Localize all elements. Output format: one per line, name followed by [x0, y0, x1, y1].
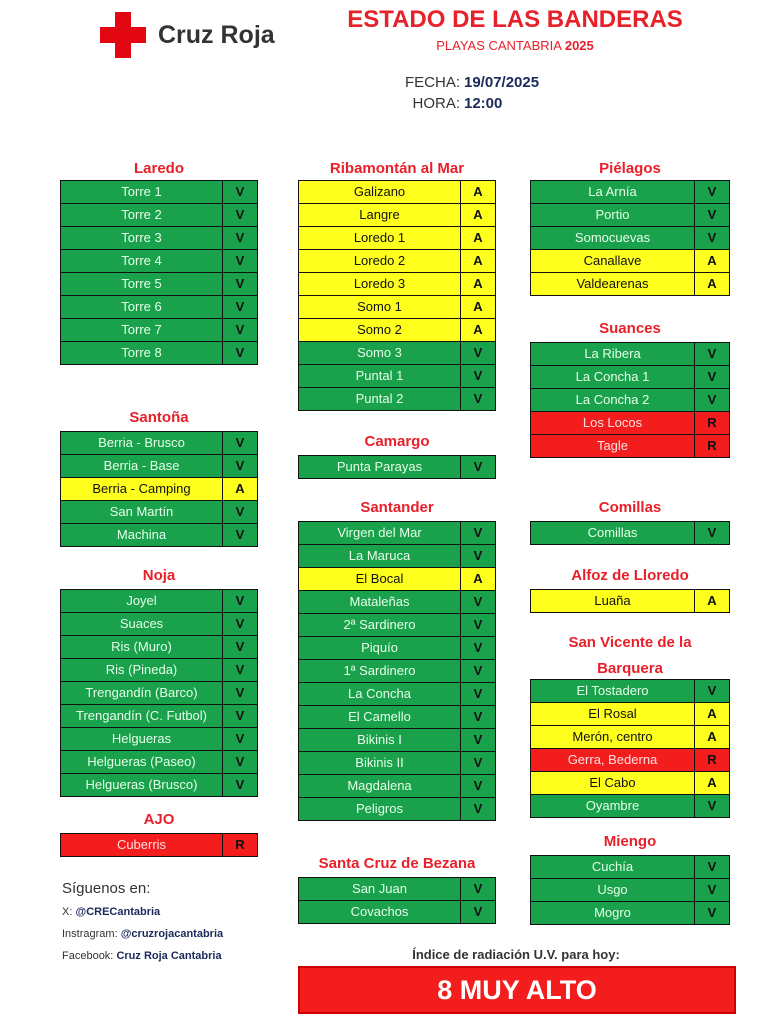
social-facebook: [62, 950, 222, 962]
section-title-alfoz-de-lloredo: Alfoz de Lloredo: [571, 567, 689, 584]
flag-status: V: [473, 904, 483, 919]
flag-status: V: [707, 905, 717, 920]
beach-name: Mogro: [531, 902, 695, 924]
beach-table-camargo: [298, 455, 496, 479]
flag-status: V: [707, 230, 717, 245]
flag-status: V: [707, 346, 717, 361]
beach-name: Puntal 1: [299, 365, 461, 387]
beach-row-trengandin-c-futbol: [60, 704, 258, 728]
beach-row-matalenas: [298, 590, 496, 614]
beach-row-el-camello: [298, 705, 496, 729]
section-title-laredo: Laredo: [133, 160, 184, 177]
beach-name: Cuberris: [61, 834, 223, 856]
beach-name: Suaces: [61, 613, 223, 635]
beach-table-comillas: [530, 521, 730, 545]
beach-row-bikinis-i: [298, 728, 496, 752]
flag-status: V: [473, 525, 483, 540]
beach-name: Torre 7: [61, 319, 223, 341]
beach-row-1-sardinero: [298, 659, 496, 683]
beach-table-laredo: [60, 180, 258, 365]
beach-name: Cuchía: [531, 856, 695, 878]
beach-name: Bikinis II: [299, 752, 461, 774]
flag-status: V: [235, 593, 245, 608]
beach-name: Berria - Brusco: [61, 432, 223, 454]
beach-row-mogro: [530, 901, 730, 925]
social-title: Síguenos en:: [62, 880, 151, 897]
flag-status: V: [235, 708, 245, 723]
beach-name: El Camello: [299, 706, 461, 728]
flag-status: V: [473, 548, 483, 563]
beach-table-alfoz-de-lloredo: [530, 589, 730, 613]
flag-status: A: [707, 729, 717, 744]
section-title-ajo: AJO: [143, 811, 175, 828]
section-title-suances: Suances: [599, 320, 661, 337]
beach-row-san-martin: [60, 500, 258, 524]
beach-table-suances: [530, 342, 730, 458]
beach-table-san-vicente-de-la-barquera: [530, 679, 730, 818]
beach-row-suaces: [60, 612, 258, 636]
beach-row-machina: [60, 523, 258, 547]
flag-status: A: [473, 253, 483, 268]
beach-row-valdearenas: [530, 272, 730, 296]
beach-name: Torre 5: [61, 273, 223, 295]
beach-name: San Martín: [61, 501, 223, 523]
flag-status: A: [473, 184, 483, 199]
beach-name: La Concha: [299, 683, 461, 705]
beach-row-torre-1: [60, 180, 258, 204]
beach-row-bikinis-ii: [298, 751, 496, 775]
beach-row-ris-pineda: [60, 658, 258, 682]
date-value: 19/07/2025: [464, 74, 540, 91]
beach-row-cuberris: [60, 833, 258, 857]
flag-status: V: [707, 683, 717, 698]
beach-name: La Concha 2: [531, 389, 695, 411]
beach-row-punta-parayas: [298, 455, 496, 479]
beach-row-la-concha-1: [530, 365, 730, 389]
beach-name: Canallave: [531, 250, 695, 272]
logo-text: Cruz Roja: [158, 20, 275, 49]
beach-row-oyambre: [530, 794, 730, 818]
flag-status: V: [235, 754, 245, 769]
flag-status: V: [473, 709, 483, 724]
beach-row-el-cabo: [530, 771, 730, 795]
flag-status: V: [473, 345, 483, 360]
flag-status: V: [235, 777, 245, 792]
beach-row-tagle: [530, 434, 730, 458]
beach-row-la-arnia: [530, 180, 730, 204]
section-title-santa-cruz-de-bezana: Santa Cruz de Bezana: [318, 855, 476, 872]
beach-name: Berria - Camping: [61, 478, 223, 500]
flag-status: V: [707, 184, 717, 199]
beach-row-helgueras-paseo: [60, 750, 258, 774]
beach-row-loredo-3: [298, 272, 496, 296]
beach-name: Ris (Pineda): [61, 659, 223, 681]
flag-status: V: [473, 755, 483, 770]
beach-name: Torre 6: [61, 296, 223, 318]
beach-row-somo-3: [298, 341, 496, 365]
beach-row-piquio: [298, 636, 496, 660]
flag-status: V: [707, 392, 717, 407]
beach-row-el-tostadero: [530, 679, 730, 703]
beach-name: Torre 8: [61, 342, 223, 364]
flag-status: V: [235, 435, 245, 450]
beach-name: Peligros: [299, 798, 461, 820]
beach-row-ris-muro: [60, 635, 258, 659]
beach-name: La Maruca: [299, 545, 461, 567]
beach-name: Valdearenas: [531, 273, 695, 295]
beach-name: Mataleñas: [299, 591, 461, 613]
social-fb-label: Facebook:: [62, 950, 114, 962]
section-title-comillas: Comillas: [598, 499, 662, 516]
beach-row-luana: [530, 589, 730, 613]
beach-name: Punta Parayas: [299, 456, 461, 478]
flag-status: V: [235, 504, 245, 519]
beach-row-el-bocal: [298, 567, 496, 591]
beach-name: Covachos: [299, 901, 461, 923]
beach-name: San Juan: [299, 878, 461, 900]
beach-name: Portio: [531, 204, 695, 226]
beach-name: Somo 2: [299, 319, 461, 341]
beach-row-helgueras-brusco: [60, 773, 258, 797]
beach-row-somocuevas: [530, 226, 730, 250]
flag-status: R: [707, 438, 717, 453]
flag-status: V: [707, 525, 717, 540]
flag-status: V: [473, 617, 483, 632]
flag-status: A: [473, 571, 483, 586]
flag-status: A: [473, 299, 483, 314]
flag-status: V: [235, 616, 245, 631]
beach-name: La Arnía: [531, 181, 695, 203]
flag-status: V: [707, 369, 717, 384]
beach-name: El Bocal: [299, 568, 461, 590]
section-title-santander: Santander: [360, 499, 434, 516]
beach-name: Comillas: [531, 522, 695, 544]
flag-status: R: [707, 415, 717, 430]
beach-row-virgen-del-mar: [298, 521, 496, 545]
time-value: 12:00: [464, 95, 503, 112]
beach-row-loredo-2: [298, 249, 496, 273]
flag-status: V: [473, 368, 483, 383]
flag-status: A: [473, 230, 483, 245]
uv-index-badge: 8 MUY ALTO: [298, 966, 736, 1014]
beach-row-torre-5: [60, 272, 258, 296]
beach-name: Joyel: [61, 590, 223, 612]
beach-name: La Concha 1: [531, 366, 695, 388]
beach-name: Bikinis I: [299, 729, 461, 751]
beach-row-la-maruca: [298, 544, 496, 568]
time-line: [340, 95, 580, 112]
beach-row-gerra-bederna: [530, 748, 730, 772]
beach-row-2-sardinero: [298, 613, 496, 637]
flag-status: A: [707, 706, 717, 721]
beach-name: Magdalena: [299, 775, 461, 797]
flag-status: V: [235, 639, 245, 654]
beach-name: Torre 3: [61, 227, 223, 249]
beach-row-la-ribera: [530, 342, 730, 366]
social-ig-label: Instragram:: [62, 928, 118, 940]
beach-name: Oyambre: [531, 795, 695, 817]
beach-table-miengo: [530, 855, 730, 925]
flag-status: A: [707, 276, 717, 291]
flag-status: V: [473, 881, 483, 896]
beach-table-ribamontan-al-mar: [298, 180, 496, 411]
beach-name: Torre 1: [61, 181, 223, 203]
beach-row-canallave: [530, 249, 730, 273]
beach-row-la-concha-2: [530, 388, 730, 412]
flag-status: V: [707, 859, 717, 874]
beach-row-langre: [298, 203, 496, 227]
flag-status: V: [235, 345, 245, 360]
flag-status: V: [473, 686, 483, 701]
beach-row-torre-3: [60, 226, 258, 250]
beach-name: Langre: [299, 204, 461, 226]
beach-row-cuchia: [530, 855, 730, 879]
cruz-roja-logo: [100, 12, 275, 58]
flag-status: V: [235, 184, 245, 199]
flag-status: V: [235, 299, 245, 314]
section-title-noja: Noja: [142, 567, 176, 584]
beach-name: Merón, centro: [531, 726, 695, 748]
social-x-value[interactable]: @CRECantabria: [75, 906, 161, 918]
beach-table-santander: [298, 521, 496, 821]
flag-status: V: [235, 458, 245, 473]
section-title-pielagos: Piélagos: [599, 160, 661, 177]
flag-status: V: [707, 882, 717, 897]
beach-row-torre-7: [60, 318, 258, 342]
beach-row-galizano: [298, 180, 496, 204]
flag-status: A: [707, 253, 717, 268]
beach-row-magdalena: [298, 774, 496, 798]
beach-row-torre-2: [60, 203, 258, 227]
subtitle-text: PLAYAS CANTABRIA: [436, 38, 562, 53]
page-subtitle: [300, 38, 730, 53]
red-cross-icon: [100, 12, 146, 58]
beach-name: Helgueras: [61, 728, 223, 750]
flag-status: A: [707, 775, 717, 790]
beach-name: Helgueras (Paseo): [61, 751, 223, 773]
beach-name: Loredo 1: [299, 227, 461, 249]
beach-row-somo-1: [298, 295, 496, 319]
beach-table-noja: [60, 589, 258, 797]
beach-table-santa-cruz-de-bezana: [298, 877, 496, 924]
flag-status: V: [707, 798, 717, 813]
beach-row-covachos: [298, 900, 496, 924]
section-title-camargo: Camargo: [364, 433, 430, 450]
beach-table-ajo: [60, 833, 258, 857]
beach-name: Puntal 2: [299, 388, 461, 410]
flag-status: V: [235, 276, 245, 291]
flag-status: V: [473, 640, 483, 655]
beach-name: El Rosal: [531, 703, 695, 725]
flag-status: A: [235, 481, 245, 496]
beach-name: Loredo 2: [299, 250, 461, 272]
flag-status: V: [473, 391, 483, 406]
beach-table-santona: [60, 431, 258, 547]
section-title-miengo: Miengo: [603, 833, 657, 850]
beach-row-usgo: [530, 878, 730, 902]
beach-name: Berria - Base: [61, 455, 223, 477]
beach-row-puntal-1: [298, 364, 496, 388]
beach-row-meron-centro: [530, 725, 730, 749]
beach-row-somo-2: [298, 318, 496, 342]
flag-status: R: [235, 837, 245, 852]
beach-row-portio: [530, 203, 730, 227]
flag-status: V: [707, 207, 717, 222]
social-instagram: [62, 928, 223, 940]
flag-status: V: [235, 731, 245, 746]
beach-row-puntal-2: [298, 387, 496, 411]
beach-name: El Tostadero: [531, 680, 695, 702]
beach-name: Galizano: [299, 181, 461, 203]
beach-name: 2ª Sardinero: [299, 614, 461, 636]
beach-row-berria-brusco: [60, 431, 258, 455]
beach-row-berria-camping: [60, 477, 258, 501]
beach-name: Machina: [61, 524, 223, 546]
flag-status: V: [235, 662, 245, 677]
beach-table-pielagos: [530, 180, 730, 296]
beach-row-comillas: [530, 521, 730, 545]
beach-name: Somo 1: [299, 296, 461, 318]
section-title-santona: Santoña: [129, 409, 189, 426]
flag-status: V: [235, 322, 245, 337]
flag-status: A: [473, 207, 483, 222]
beach-name: Gerra, Bederna: [531, 749, 695, 771]
beach-name: Ris (Muro): [61, 636, 223, 658]
social-x-label: X:: [62, 906, 73, 918]
flag-status: V: [473, 778, 483, 793]
date-line: [340, 74, 580, 91]
beach-name: Torre 4: [61, 250, 223, 272]
uv-label: Índice de radiación U.V. para hoy:: [412, 947, 620, 962]
date-label: FECHA:: [404, 74, 460, 91]
flag-status: V: [235, 685, 245, 700]
flag-status: V: [473, 594, 483, 609]
flag-status: V: [235, 527, 245, 542]
beach-row-torre-6: [60, 295, 258, 319]
page-title: ESTADO DE LAS BANDERAS: [347, 6, 683, 33]
flag-status: V: [473, 801, 483, 816]
flag-status: V: [473, 459, 483, 474]
beach-name: Trengandín (C. Futbol): [61, 705, 223, 727]
time-label: HORA:: [412, 95, 460, 112]
beach-name: Helgueras (Brusco): [61, 774, 223, 796]
flag-status: V: [473, 663, 483, 678]
beach-row-el-rosal: [530, 702, 730, 726]
beach-row-torre-4: [60, 249, 258, 273]
beach-row-san-juan: [298, 877, 496, 901]
flag-status: A: [473, 322, 483, 337]
beach-name: La Ribera: [531, 343, 695, 365]
flag-status: A: [473, 276, 483, 291]
flag-status: V: [235, 253, 245, 268]
beach-row-berria-base: [60, 454, 258, 478]
flag-status: V: [235, 230, 245, 245]
beach-row-helgueras: [60, 727, 258, 751]
subtitle-year: 2025: [564, 38, 594, 53]
beach-name: 1ª Sardinero: [299, 660, 461, 682]
beach-row-torre-8: [60, 341, 258, 365]
social-ig-value[interactable]: @cruzrojacantabria: [120, 928, 224, 940]
social-fb-value[interactable]: Cruz Roja Cantabria: [116, 950, 222, 962]
beach-name: Usgo: [531, 879, 695, 901]
beach-name: Torre 2: [61, 204, 223, 226]
beach-name: Trengandín (Barco): [61, 682, 223, 704]
flag-status: A: [707, 593, 717, 608]
section-title-san-vicente-de-la-barquera: San Vicente de la Barquera: [568, 634, 692, 677]
flag-status: R: [707, 752, 717, 767]
social-x: [62, 906, 160, 918]
section-title-ribamontan-al-mar: Ribamontán al Mar: [329, 160, 465, 177]
beach-name: Luaña: [531, 590, 695, 612]
beach-row-loredo-1: [298, 226, 496, 250]
beach-row-joyel: [60, 589, 258, 613]
beach-name: Piquío: [299, 637, 461, 659]
beach-name: Tagle: [531, 435, 695, 457]
beach-row-peligros: [298, 797, 496, 821]
beach-name: Somo 3: [299, 342, 461, 364]
beach-row-los-locos: [530, 411, 730, 435]
beach-row-la-concha: [298, 682, 496, 706]
beach-name: Loredo 3: [299, 273, 461, 295]
beach-name: Los Locos: [531, 412, 695, 434]
beach-name: El Cabo: [531, 772, 695, 794]
flag-status: V: [235, 207, 245, 222]
beach-name: Virgen del Mar: [299, 522, 461, 544]
beach-row-trengandin-barco: [60, 681, 258, 705]
beach-name: Somocuevas: [531, 227, 695, 249]
flag-status: V: [473, 732, 483, 747]
